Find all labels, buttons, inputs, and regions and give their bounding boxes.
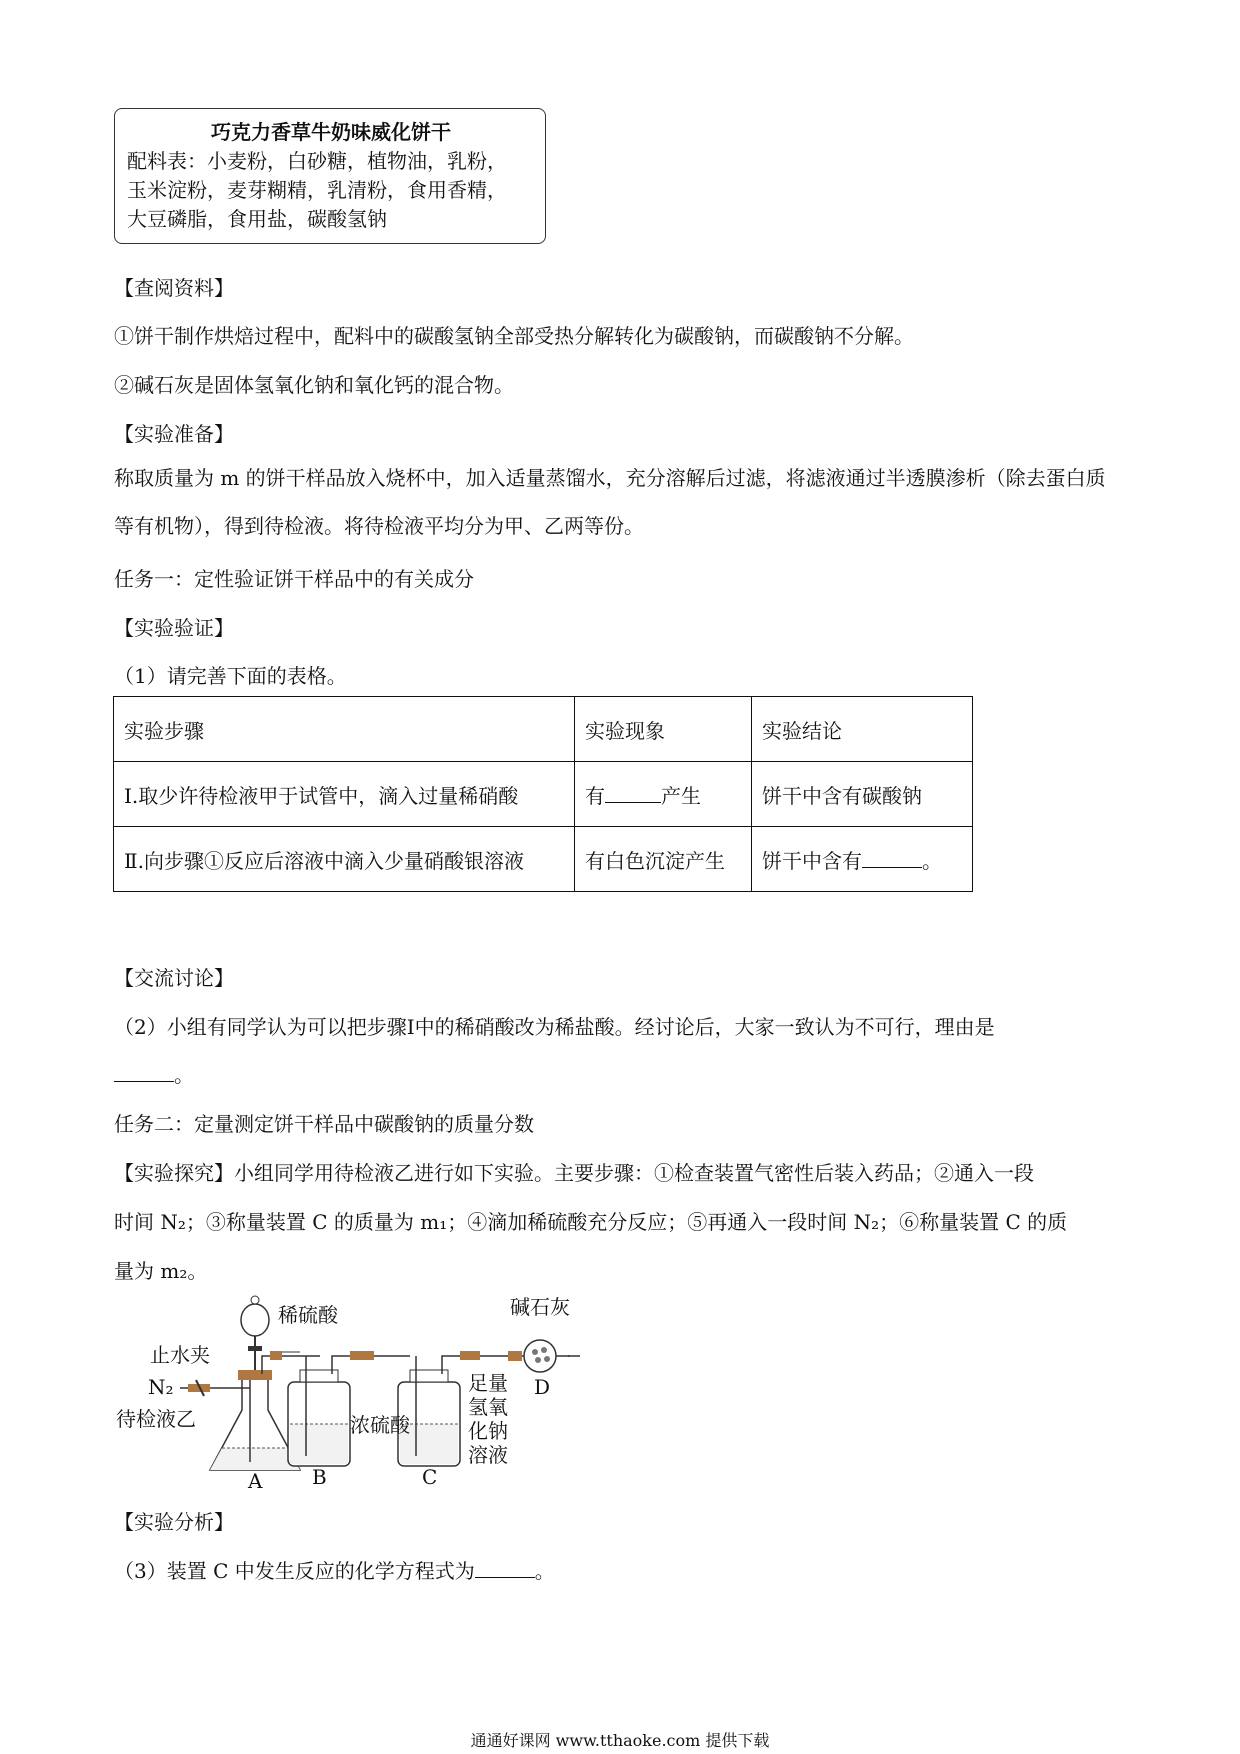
table-header: 实验现象 [575,697,752,762]
answer-blank[interactable] [475,1559,535,1578]
section-prep: 【实验准备】 [114,422,234,446]
label-title: 巧克力香草牛奶味威化饼干 [211,120,451,144]
fact-1: ①饼干制作烘焙过程中，配料中的碳酸氢钠全部受热分解转化为碳酸钠，而碳酸钠不分解。 [114,324,914,348]
label-naoh: 化钠 [468,1419,508,1443]
label-n2: N₂ [148,1375,174,1399]
conclusion-suffix: 。 [922,848,942,873]
q3-period: 。 [534,1559,555,1583]
answer-blank[interactable] [114,1063,174,1082]
label-b: B [312,1465,327,1489]
table-cell-step: Ⅰ.取少许待检液甲于试管中，滴入过量稀硝酸 [114,762,575,827]
phenomenon-prefix: 有 [585,783,605,808]
label-c: C [422,1465,438,1489]
label-naoh: 氢氧 [468,1395,508,1419]
table-cell-step: Ⅱ.向步骤①反应后溶液中滴入少量硝酸银溶液 [114,827,575,892]
fact-2: ②碱石灰是固体氢氧化钠和氧化钙的混合物。 [114,373,514,397]
ingredient-label-box [114,108,546,244]
table-row [114,827,973,892]
label-d: D [534,1375,551,1399]
section-consult: 【查阅资料】 [114,276,234,300]
question-1: （1）请完善下面的表格。 [114,664,347,688]
label-dilute-h2so4: 稀硫酸 [278,1303,338,1327]
stopper-icon [238,1370,272,1380]
label-naoh: 溶液 [468,1443,508,1467]
explore-line-1 [114,1157,1034,1186]
question-2-answer-line [114,1059,194,1088]
label-line: 大豆磷脂，食用盐，碳酸氢钠 [127,207,387,231]
task-1: 任务一：定性验证饼干样品中的有关成分 [114,567,474,591]
label-a: A [248,1469,263,1490]
table-row [114,762,973,827]
answer-blank[interactable] [605,784,661,803]
question-2: （2）小组有同学认为可以把步骤Ⅰ中的稀硝酸改为稀盐酸。经讨论后，大家一致认为不可行，理由是 [114,1015,995,1039]
answer-blank[interactable] [862,849,922,868]
label-naoh: 足量 [468,1371,508,1395]
explore-line-2: 时间 N₂；③称量装置 C 的质量为 m₁；④滴加稀硫酸充分反应；⑤再通入一段时间 N₂；⑥称量装置 C 的质 [114,1210,1068,1234]
separatory-funnel-icon [241,1304,269,1336]
table-header: 实验步骤 [114,697,575,762]
section-explore: 【实验探究】 [114,1161,234,1185]
task-2: 任务二：定量测定饼干样品中碳酸钠的质量分数 [114,1112,534,1136]
prep-text: 称取质量为 m 的饼干样品放入烧杯中，加入适量蒸馏水，充分溶解后过滤，将滤液通过半透膜渗析（除去蛋白质等有机物），得到待检液。将待检液平均分为甲、乙两等份。 [114,466,1106,538]
label-line: 配料表：小麦粉，白砂糖，植物油，乳粉， [127,149,507,173]
label-conc-h2so4: 浓硫酸 [350,1413,410,1437]
drying-tube-d-icon [524,1340,556,1372]
label-soda-lime: 碱石灰 [510,1295,570,1319]
experiment-table [113,696,973,892]
page-footer: 通通好课网 www.tthaoke.com 提供下载 [470,1731,770,1750]
explore-text: 小组同学用待检液乙进行如下实验。主要步骤：①检查装置气密性后装入药品；②通入一段 [234,1161,1034,1185]
table-cell-phenomenon [575,762,752,827]
q2-period: 。 [174,1063,194,1087]
label-line: 玉米淀粉，麦芽糊精，乳清粉，食用香精， [127,178,507,202]
q3-text: （3）装置 C 中发生反应的化学方程式为 [114,1559,475,1583]
label-test-solution: 待检液乙 [116,1407,196,1431]
apparatus-diagram [110,1290,650,1490]
section-analysis: 【实验分析】 [114,1510,234,1534]
table-header-row [114,697,973,762]
section-discuss: 【交流讨论】 [114,966,234,990]
section-verify: 【实验验证】 [114,616,234,640]
table-cell-conclusion [752,827,973,892]
explore-line-3: 量为 m₂。 [114,1259,208,1283]
phenomenon-suffix: 产生 [661,783,701,808]
question-3 [114,1555,555,1584]
conclusion-prefix: 饼干中含有 [762,848,862,873]
table-cell-phenomenon: 有白色沉淀产生 [575,827,752,892]
table-cell-conclusion: 饼干中含有碳酸钠 [752,762,973,827]
table-header: 实验结论 [752,697,973,762]
label-clamp: 止水夹 [150,1343,210,1367]
